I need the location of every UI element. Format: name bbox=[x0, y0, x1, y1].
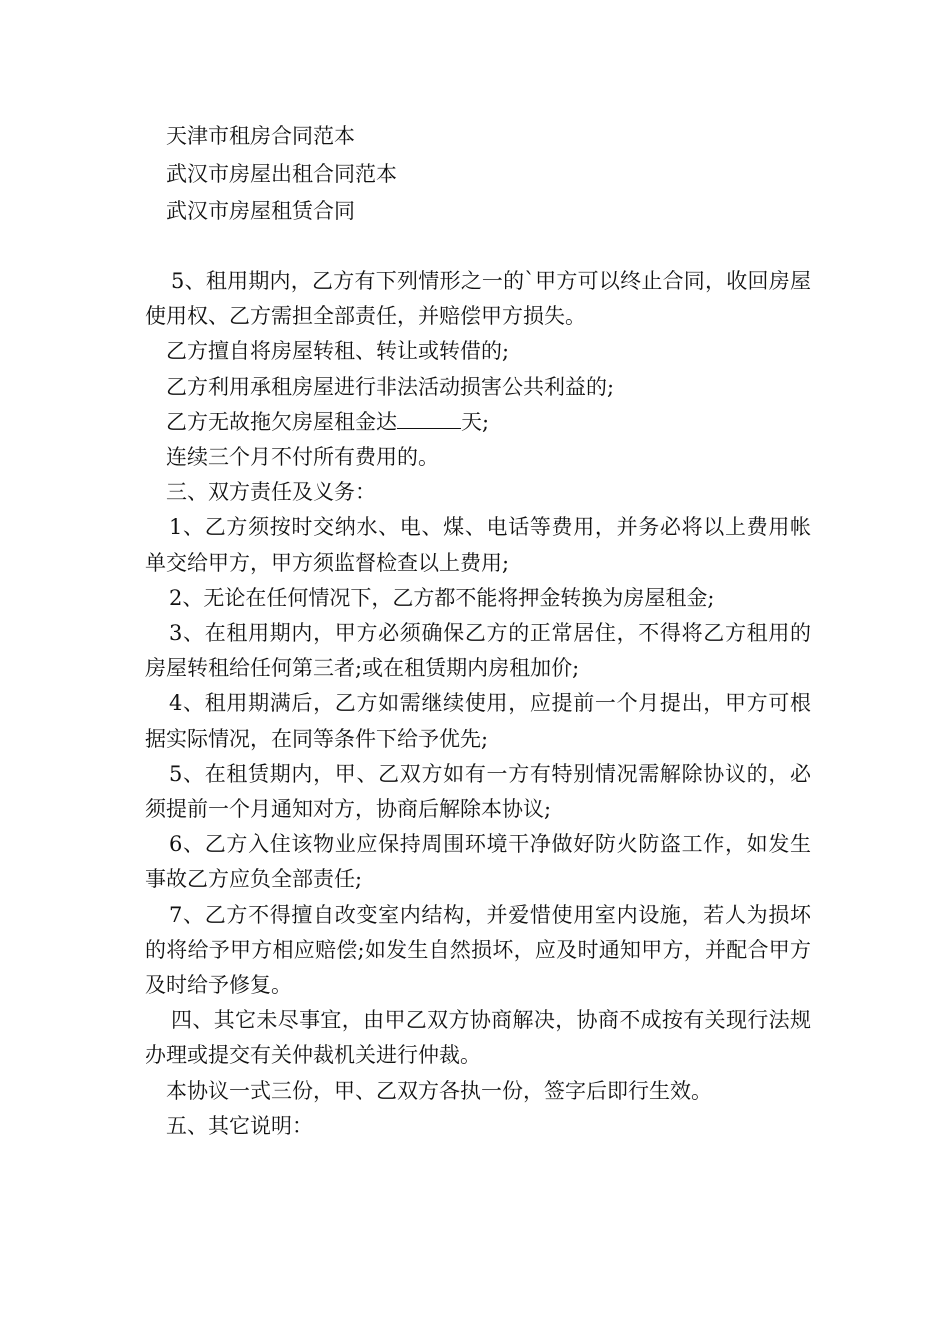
clause-paragraph: 6、乙方入住该物业应保持周围环境干净做好防火防盗工作，如发生事故乙方应负全部责任; bbox=[145, 832, 811, 892]
clause-paragraph: 7、乙方不得擅自改变室内结构，并爱惜使用室内设施，若人为损坏的将给予甲方相应赔偿;如发生自然损坏，应及时通知甲方，并配合甲方及时给予修复。 bbox=[145, 902, 811, 998]
clause-termination: 5、租用期内，乙方有下列情形之一的`甲方可以终止合同，收回房屋使用权、乙方需担全部责任，并赔偿甲方损失。 bbox=[145, 269, 811, 329]
clause-paragraph: 3、在租用期内，甲方必须确保乙方的正常居住，不得将乙方租用的房屋转租给任何第三者;或在租赁期内房租加价; bbox=[145, 621, 811, 681]
related-link-tianjin[interactable]: 天津市租房合同范本 bbox=[166, 124, 355, 148]
clause-paragraph: 2、无论在任何情况下，乙方都不能将押金转换为房屋租金; bbox=[169, 585, 715, 610]
termination-item: 连续三个月不付所有费用的。 bbox=[166, 445, 439, 470]
clause-paragraph: 4、租用期满后，乙方如需继续使用，应提前一个月提出，甲方可根据实际情况，在同等条件下给予优先; bbox=[145, 691, 811, 751]
related-links bbox=[166, 118, 806, 231]
section-heading: 三、双方责任及义务： bbox=[166, 480, 376, 505]
section-4-paragraph: 四、其它未尽事宜，由甲乙双方协商解决，协商不成按有关现行法规办理或提交有关仲裁机关进行仲裁。 bbox=[145, 1008, 811, 1068]
contract-body bbox=[145, 264, 811, 1144]
section-heading: 五、其它说明： bbox=[166, 1113, 313, 1138]
days-blank bbox=[397, 406, 461, 429]
arrears-suffix: 天; bbox=[461, 409, 490, 434]
related-link-wuhan-lease[interactable]: 武汉市房屋租赁合同 bbox=[166, 199, 355, 223]
arrears-prefix: 乙方无故拖欠房屋租金达 bbox=[166, 409, 397, 434]
termination-item: 乙方擅自将房屋转租、转让或转借的; bbox=[166, 339, 510, 364]
copies-note: 本协议一式三份，甲、乙双方各执一份，签字后即行生效。 bbox=[166, 1078, 712, 1103]
termination-item: 乙方利用承租房屋进行非法活动损害公共利益的; bbox=[166, 374, 615, 399]
clause-paragraph: 5、在租赁期内，甲、乙双方如有一方有特别情况需解除协议的，必须提前一个月通知对方，协商后解除本协议; bbox=[145, 761, 811, 822]
clause-paragraph: 1、乙方须按时交纳水、电、煤、电话等费用，并务必将以上费用帐单交给甲方，甲方须监督检查以上费用; bbox=[145, 515, 811, 575]
related-link-wuhan-rental[interactable]: 武汉市房屋出租合同范本 bbox=[166, 161, 397, 186]
termination-item-arrears bbox=[145, 405, 811, 440]
